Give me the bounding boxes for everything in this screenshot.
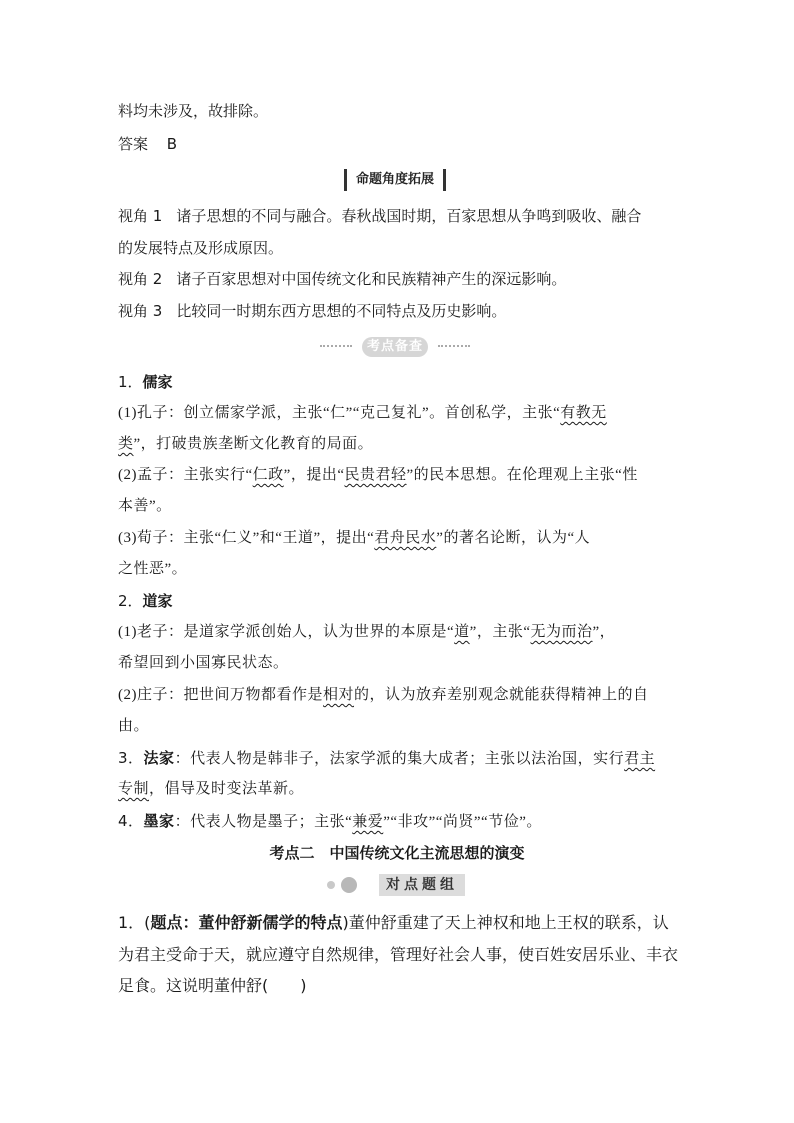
question1-num: 1．( (118, 913, 151, 932)
dao-zhuangzi-line1 (118, 684, 649, 706)
ru-xunzi-line1 (118, 527, 590, 549)
laozi-text-2: ”，主张“ (469, 624, 531, 640)
answer-value: B (166, 135, 178, 153)
ru-kongzi-line1 (118, 402, 607, 424)
angle-section-title: 命题角度拓展 (344, 169, 446, 191)
mengzi-text-3: ”的民本思想。在伦理观上主张“性 (406, 467, 638, 483)
mo-text-2: ”“非攻”“尚贤”“节俭”。 (383, 814, 542, 830)
kongzi-text: (1)孔子：创立儒家学派，主张“仁”“克己复礼”。首创私学，主张“ (118, 405, 561, 421)
fa-text-cont: ，倡导及时变法革新。 (149, 781, 305, 797)
fa-heading-text: 法家 (143, 749, 175, 767)
mengzi-keyword-2: 民贵君轻 (344, 467, 407, 483)
fa-keyword-cont: 专制 (118, 781, 150, 797)
kongzi-keyword: 有教无 (560, 405, 607, 421)
xunzi-text: (3)荀子：主张“仁义”和“王道”，提出“ (118, 530, 375, 546)
fa-keyword: 君主 (624, 751, 656, 767)
banner-dots-left (320, 345, 352, 351)
ru-heading-text: 儒家 (142, 373, 173, 391)
laozi-keyword-2: 无为而治 (530, 624, 593, 640)
duidian-banner (327, 874, 467, 898)
answer-line (118, 133, 177, 155)
laozi-text-3: ”， (592, 624, 616, 640)
dao-zhuangzi-line2: 由。 (118, 718, 150, 734)
ru-mengzi-line1 (118, 464, 638, 486)
angle-item-3 (118, 300, 506, 322)
question1-tag: 题点：董仲舒新儒学的特点 (150, 913, 343, 932)
angle-item-1-label: 视角 1 (118, 207, 163, 225)
answer-label: 答案 (118, 135, 149, 153)
dao-heading-text: 道家 (142, 592, 173, 610)
kaodian-banner (320, 337, 470, 359)
angle-item-1-cont: 的发展特点及形成原因。 (118, 239, 284, 257)
kaodian-banner-title: 考点备查 (362, 337, 428, 357)
xunzi-keyword: 君舟民水 (374, 530, 437, 546)
dao-heading (118, 590, 173, 612)
xunzi-text-2: ”的著名论断，认为“人 (436, 530, 591, 546)
angle-item-2-text: 诸子百家思想对中国传统文化和民族精神产生的深远影响。 (176, 270, 567, 288)
angle-item-1-text: 诸子思想的不同与融合。春秋战国时期，百家思想从争鸣到吸收、融合 (176, 207, 642, 225)
question1-line2: 为君主受命于天，就应遵守自然规律，管理好社会人事，使百姓安居乐业、丰衣 (118, 945, 679, 964)
fa-text: ：代表人物是韩非子，法家学派的集大成者；主张以法治国，实行 (174, 751, 625, 767)
dao-laozi-line1 (118, 621, 615, 643)
laozi-text: (1)老子：是道家学派创始人，认为世界的本原是“ (118, 624, 455, 640)
zhuangzi-text-2: 的，认为放弃差别观念就能获得精神上的自 (354, 687, 649, 703)
ru-heading (118, 371, 173, 393)
mo-line (118, 810, 542, 833)
banner-dot-small (327, 881, 335, 889)
laozi-keyword-1: 道 (454, 624, 470, 640)
fa-heading-num: 3． (118, 749, 144, 767)
mengzi-text: (2)孟子：主张实行“ (118, 467, 253, 483)
question1-text: )董仲舒重建了天上神权和地上王权的联系，认 (342, 913, 669, 932)
zhuangzi-text: (2)庄子：把世间万物都看作是 (118, 687, 323, 703)
kongzi-keyword-cont: 类 (118, 436, 134, 452)
angle-item-3-label: 视角 3 (118, 302, 163, 320)
question1-line1 (118, 912, 669, 934)
mo-text: ：代表人物是墨子；主张“ (174, 814, 353, 830)
mengzi-keyword-1: 仁政 (252, 467, 284, 483)
ru-heading-num: 1． (118, 373, 143, 391)
dao-laozi-line2: 希望回到小国寡民状态。 (118, 655, 289, 671)
banner-dot-large (341, 877, 357, 893)
fa-line2 (118, 778, 304, 800)
mo-heading-num: 4． (118, 812, 144, 830)
top-text: 料均未涉及，故排除。 (118, 102, 269, 120)
angle-item-1 (118, 205, 641, 227)
banner-dots-right (438, 345, 470, 351)
ru-mengzi-line2: 本善”。 (118, 498, 172, 514)
kongzi-text-cont: ”，打破贵族垄断文化教育的局面。 (133, 436, 374, 452)
zhuangzi-keyword: 相对 (323, 687, 355, 703)
dao-heading-num: 2． (118, 592, 143, 610)
ru-kongzi-line2 (118, 433, 373, 455)
angle-item-2 (118, 268, 566, 290)
angle-item-2-label: 视角 2 (118, 270, 163, 288)
mengzi-text-2: ”，提出“ (283, 467, 345, 483)
duidian-banner-title: 对点题组 (379, 874, 465, 896)
section2-title: 考点二 中国传统文化主流思想的演变 (269, 844, 525, 862)
ru-xunzi-line2: 之性恶”。 (118, 561, 188, 577)
fa-line1 (118, 747, 655, 770)
mo-heading-text: 墨家 (143, 812, 175, 830)
angle-item-3-text: 比较同一时期东西方思想的不同特点及历史影响。 (176, 302, 507, 320)
mo-keyword: 兼爱 (352, 814, 384, 830)
question1-line3: 足食。这说明董仲舒( ) (118, 976, 307, 995)
